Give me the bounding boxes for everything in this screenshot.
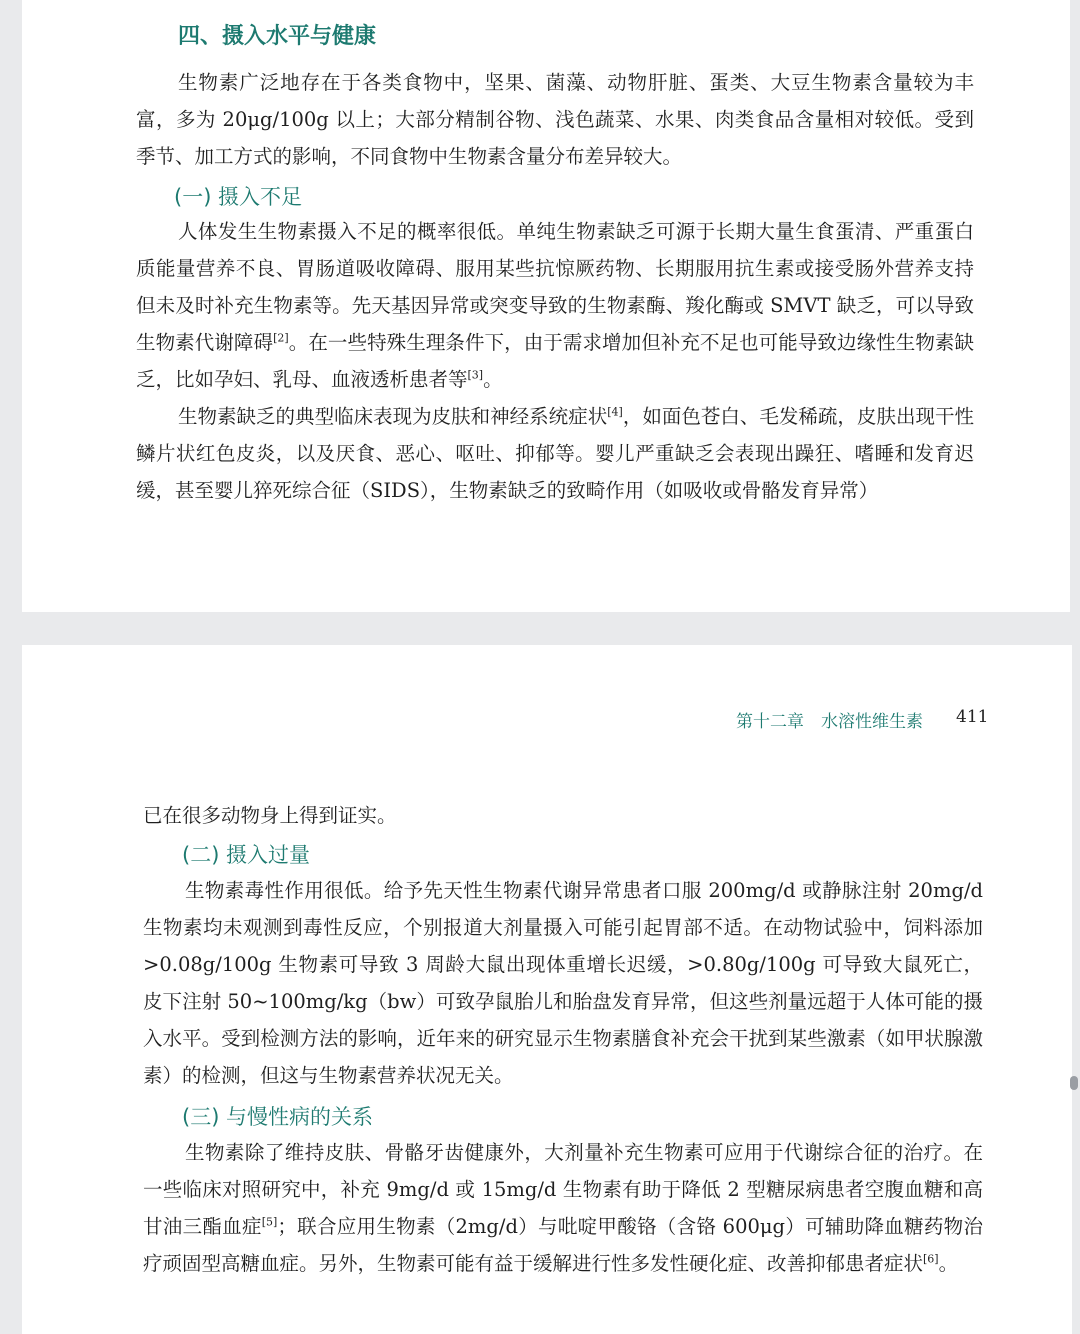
citation-3: [3]: [467, 368, 484, 382]
page-number: 411: [956, 707, 989, 727]
chronic-text-1: 生物素除了维持皮肤、骨骼牙齿健康外，大剂量补充生物素可应用于代谢综合征的治疗。在一些临床对照研究中，补充 9mg/d 或 15mg/d 生物素有助于降低 2 型糖尿病患者空腹血糖和高甘油三酯血症: [143, 1141, 983, 1238]
running-head: 第十二章 水溶性维生素: [736, 712, 923, 732]
chronic-text-3: 。: [938, 1252, 959, 1275]
citation-5: [5]: [261, 1215, 278, 1229]
deficiency-p2-text-1: 生物素缺乏的典型临床表现为皮肤和神经系统症状: [178, 405, 608, 428]
citation-4: [4]: [607, 405, 623, 419]
excess-paragraph: 生物素毒性作用很低。给予先天性生物素代谢异常患者口服 200mg/d 或静脉注射 20mg/d 生物素均未观测到毒性反应，个别报道大剂量摄入可能引起胃部不适。在动物试验中，饲料添加 >0.08g/100g 生物素可导致 3 周龄大鼠出现体重增长迟缓，>0.80g/100g 可导致大鼠死亡，皮下注射 50~100mg/kg（bw）可致孕鼠胎儿和胎盘发育异常，但这些剂量远超于人体可能的摄入水平。受到检测方法的影响，近年来的研究显示生物素膳食补充会干扰到某些激素（如甲状腺激素）的检测，但这与生物素营养状况无关。: [143, 879, 983, 1087]
deficiency-p1-text-3: 。: [483, 368, 503, 391]
scroll-indicator[interactable]: [1070, 1076, 1078, 1090]
intro-paragraph: 生物素广泛地存在于各类食物中，坚果、菌藻、动物肝脏、蛋类、大豆生物素含量较为丰富，多为 20μg/100g 以上；大部分精制谷物、浅色蔬菜、水果、肉类食品含量相对较低。受到季节、加工方式的影响，不同食物中生物素含量分布差异较大。: [136, 71, 974, 168]
chronic-paragraph: [143, 1134, 983, 1282]
page-bottom: [22, 645, 1072, 1334]
chronic-text-2: ；联合应用生物素（2mg/d）与吡啶甲酸铬（含铬 600μg）可辅助降血糖药物治疗顽固型高糖血症。另外，生物素可能有益于缓解进行性多发性硬化症、改善抑郁患者症状: [143, 1215, 983, 1275]
section-heading: 四、摄入水平与健康: [178, 24, 377, 49]
deficiency-paragraph-2: [136, 398, 974, 509]
deficiency-p1-text-1: 人体发生生物素摄入不足的概率很低。单纯生物素缺乏可源于长期大量生食蛋清、严重蛋白质能量营养不良、胃肠道吸收障碍、服用某些抗惊厥药物、长期服用抗生素或接受肠外营养支持但未及时补充生物素等。先天基因异常或突变导致的生物素酶、羧化酶或 SMVT 缺乏，可以导致生物素代谢障碍: [136, 220, 974, 354]
deficiency-p2-text-2: ，如面色苍白、毛发稀疏，皮肤出现干性鳞片状红色皮炎，以及厌食、恶心、呕吐、抑郁等。婴儿严重缺乏会表现出躁狂、嗜睡和发育迟缓，甚至婴儿猝死综合征（SIDS），生物素缺乏的致畸作用（如吸收或骨骼发育异常）: [136, 405, 974, 502]
subsection-heading-deficiency: (一) 摄入不足: [174, 185, 303, 209]
deficiency-p1-text-2: 。在一些特殊生理条件下，由于需求增加但补充不足也可能导致边缘性生物素缺乏，比如孕妇、乳母、血液透析患者等: [136, 331, 974, 391]
continuation-text: 已在很多动物身上得到证实。: [143, 804, 397, 827]
subsection-heading-excess: (二) 摄入过量: [182, 843, 311, 867]
citation-2: [2]: [273, 331, 289, 345]
citation-6: [6]: [923, 1252, 939, 1266]
page-top: [22, 0, 1070, 612]
subsection-heading-chronic: (三) 与慢性病的关系: [182, 1105, 374, 1129]
deficiency-paragraph-1: [136, 213, 974, 398]
